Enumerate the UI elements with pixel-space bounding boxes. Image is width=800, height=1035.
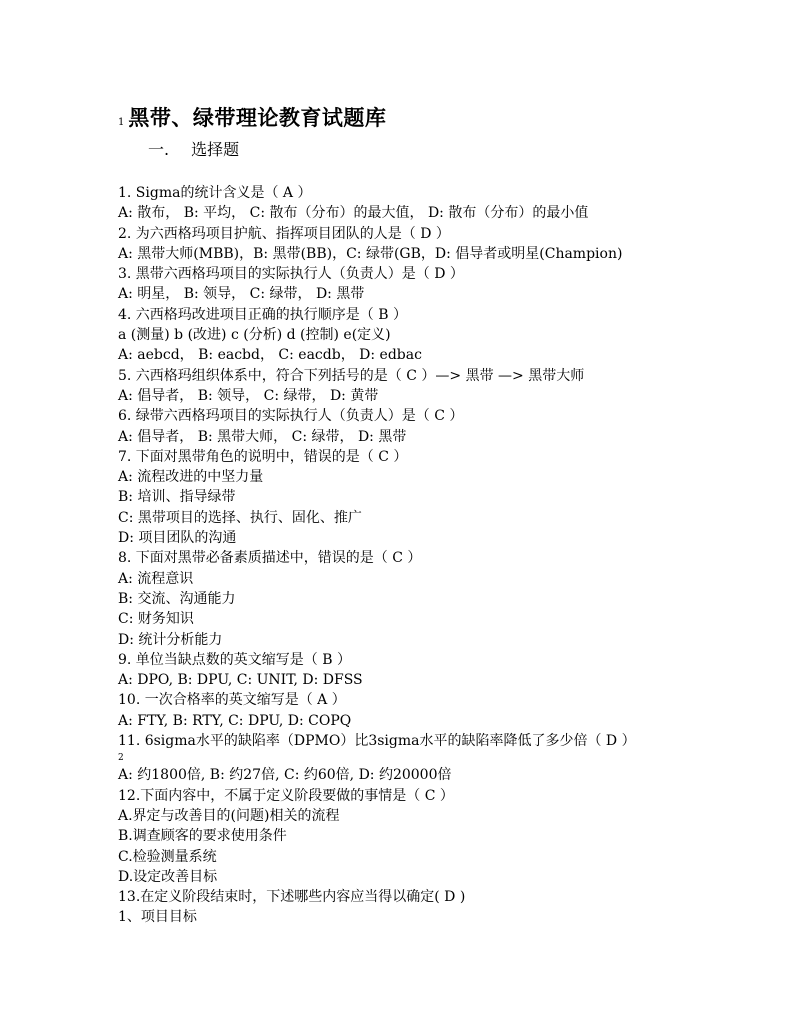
text-line: 12.下面内容中，不属于定义阶段要做的事情是（ C ） (118, 787, 454, 804)
text-line: C: 财务知识 (118, 611, 194, 628)
text-line: B: 交流、沟通能力 (118, 590, 236, 607)
text-line: 3. 黑带六西格玛项目的实际执行人（负责人）是（ D ） (118, 266, 464, 283)
text-line: A: aebcd， B: eacbd， C: eacdb， D: edbac (118, 347, 422, 364)
section-heading (148, 137, 239, 160)
text-line: A: 黑带大师(MBB)，B: 黑带(BB)，C: 绿带(GB，D: 倡导者或明星(Champion) (118, 245, 623, 262)
text-line: 7. 下面对黑带角色的说明中，错误的是（ C ） (118, 448, 408, 465)
text-line: A: DPO, B: DPU, C: UNIT, D: DFSS (118, 672, 363, 689)
text-line: C: 黑带项目的选择、执行、固化、推广 (118, 509, 362, 526)
section-title: 选择题 (191, 140, 240, 159)
text-line: 9. 单位当缺点数的英文缩写是（ B ） (118, 651, 351, 668)
text-line: a (测量) b (改进) c (分析) d (控制) e(定义) (118, 327, 391, 344)
text-line: A: 倡导者， B: 领导， C: 绿带， D: 黄带 (118, 387, 379, 404)
document-title: 黑带、绿带理论教育试题库 (128, 106, 387, 130)
text-line: 4. 六西格玛改进项目正确的执行顺序是（ B ） (118, 306, 407, 323)
page-number: 1 (118, 117, 125, 128)
title-row (118, 102, 386, 132)
text-line: 6. 绿带六西格玛项目的实际执行人（负责人）是（ C ） (118, 408, 464, 425)
text-line: 8. 下面对黑带必备素质描述中，错误的是（ C ） (118, 550, 422, 567)
text-line: A.界定与改善目的(问题)相关的流程 (118, 807, 340, 824)
text-line: C.检验测量系统 (118, 848, 217, 865)
text-line: 2. 为六西格玛项目护航、指挥项目团队的人是（ D ） (118, 225, 450, 242)
text-line: D: 统计分析能力 (118, 631, 223, 648)
text-line: 5. 六西格玛组织体系中，符合下列括号的是（ C ）—> 黑带 —> 黑带大师 (118, 367, 585, 384)
section-number: 一. (148, 140, 170, 159)
text-line: A: 流程意识 (118, 570, 194, 587)
text-line: 11. 6sigma水平的缺陷率（DPMO）比3sigma水平的缺陷率降低了多少倍（ D ） (118, 733, 636, 750)
text-line: 1、项目目标 (118, 909, 197, 926)
text-line: 2 (118, 753, 124, 764)
text-line: A: 倡导者， B: 黑带大师， C: 绿带， D: 黑带 (118, 428, 407, 445)
text-line: A: 流程改进的中坚力量 (118, 469, 264, 486)
text-line: B: 培训、指导绿带 (118, 489, 236, 506)
question-list (118, 183, 778, 928)
text-line: A: 散布， B: 平均， C: 散布（分布）的最大值， D: 散布（分布）的最小值 (118, 205, 589, 222)
text-line: A: 明星， B: 领导， C: 绿带， D: 黑带 (118, 286, 365, 303)
text-line: 13.在定义阶段结束时，下述哪些内容应当得以确定( D ) (118, 889, 466, 906)
text-line: D.设定改善目标 (118, 868, 218, 885)
text-line: D: 项目团队的沟通 (118, 530, 237, 547)
text-line: A: 约1800倍, B: 约27倍, C: 约60倍, D: 约20000倍 (118, 767, 452, 784)
text-line: A: FTY, B: RTY, C: DPU, D: COPQ (118, 712, 352, 729)
text-line: 1. Sigma的统计含义是（ A ） (118, 185, 312, 201)
text-line: 10. 一次合格率的英文缩写是（ A ） (118, 692, 346, 709)
text-line: B.调查顾客的要求使用条件 (118, 828, 287, 845)
